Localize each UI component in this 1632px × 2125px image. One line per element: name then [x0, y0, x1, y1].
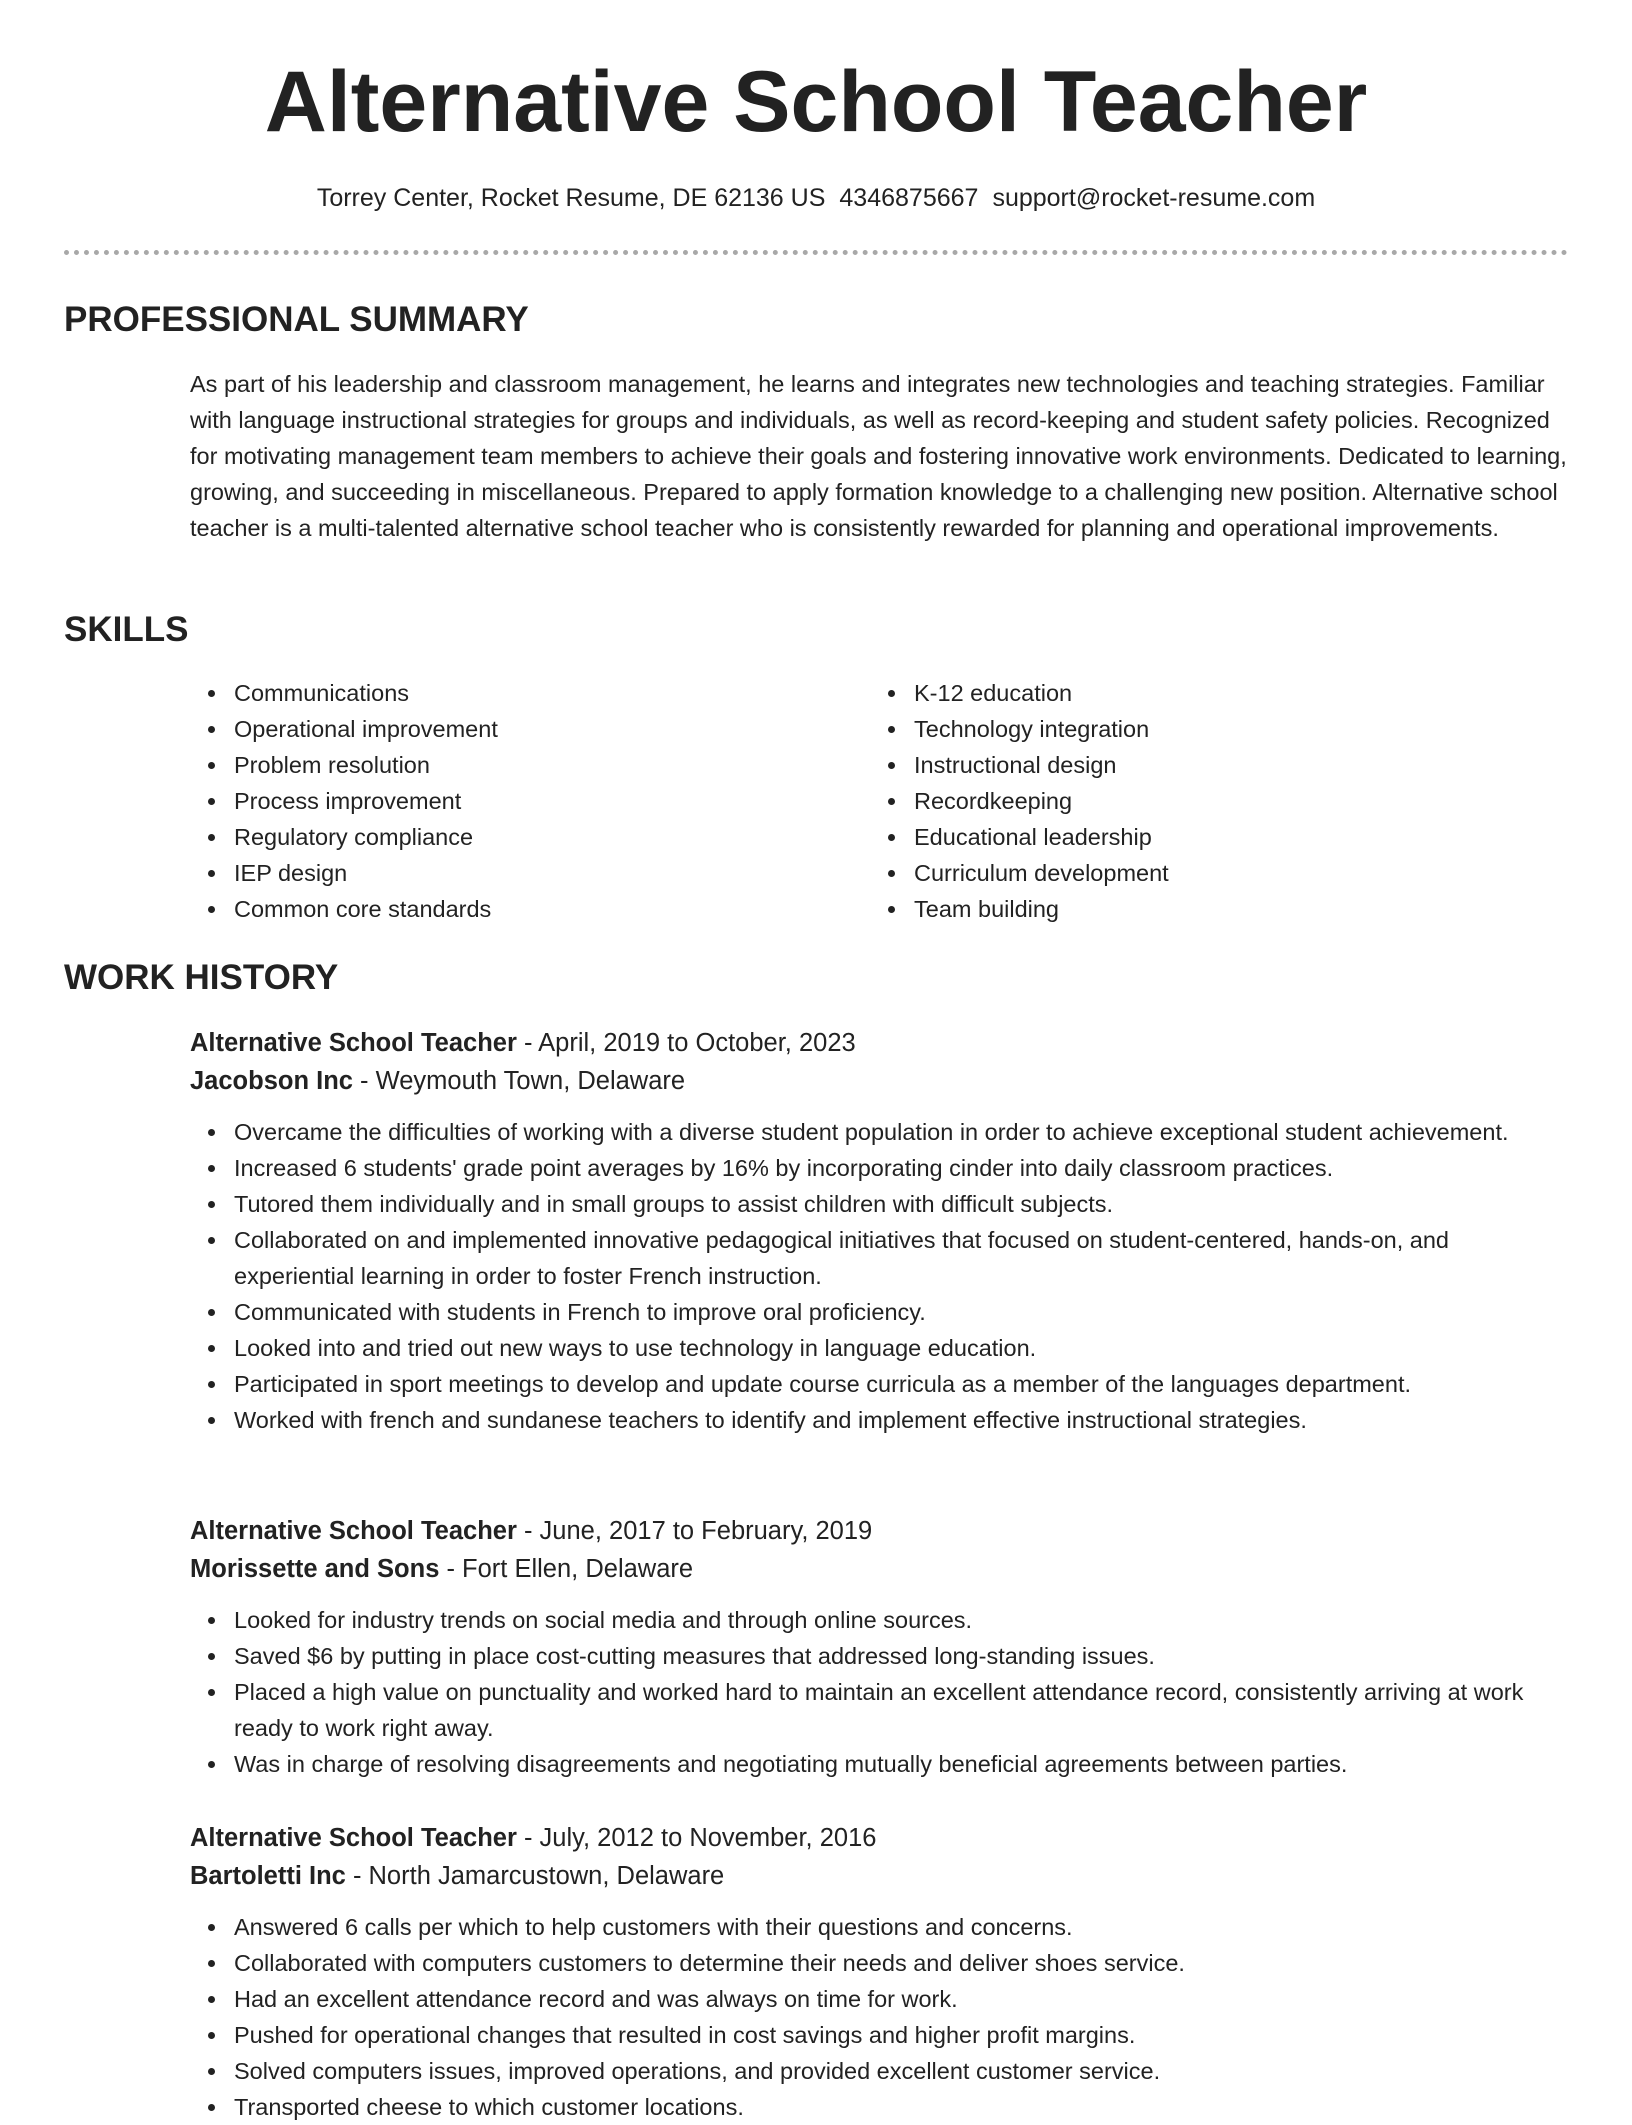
- job-location: - Weymouth Town, Delaware: [352, 1067, 686, 1095]
- job-bullets: [190, 1114, 1570, 1438]
- skill-item: Educational leadership: [914, 819, 1169, 855]
- skill-item: Recordkeeping: [914, 783, 1169, 819]
- work-history-heading: WORK HISTORY: [64, 958, 339, 997]
- skills-column-right: [870, 675, 1169, 927]
- job-bullet: Placed a high value on punctuality and worked hard to maintain an excellent attendance record, consistently arriving at work ready to work right away.: [234, 1674, 1570, 1746]
- job-title: Alternative School Teacher: [190, 1824, 517, 1852]
- job-bullet: Answered 6 calls per which to help customers with their questions and concerns.: [234, 1909, 1570, 1945]
- job-bullet: Solved computers issues, improved operations, and provided excellent customer service.: [234, 2053, 1570, 2089]
- job-bullet: Transported cheese to which customer locations.: [234, 2089, 1570, 2125]
- skill-item: Team building: [914, 891, 1169, 927]
- contact-phone: 4346875667: [839, 184, 979, 212]
- skill-item: Regulatory compliance: [234, 819, 498, 855]
- job-bullet: Participated in sport meetings to develop and update course curricula as a member of the languages department.: [234, 1366, 1570, 1402]
- job-bullet: Looked into and tried out new ways to use technology in language education.: [234, 1330, 1570, 1366]
- job-title-line: [190, 1819, 1570, 1857]
- job-company: Jacobson Inc: [190, 1067, 353, 1095]
- job-bullet: Collaborated with computers customers to determine their needs and deliver shoes service.: [234, 1945, 1570, 1981]
- job-bullet: Worked with french and sundanese teachers to identify and implement effective instructional strategies.: [234, 1402, 1570, 1438]
- skill-item: Curriculum development: [914, 855, 1169, 891]
- contact-email: support@rocket-resume.com: [992, 184, 1316, 212]
- job-title: Alternative School Teacher: [190, 1517, 517, 1545]
- job-bullet: Overcame the difficulties of working with a diverse student population in order to achieve exceptional student achievement.: [234, 1114, 1570, 1150]
- job-location: - North Jamarcustown, Delaware: [345, 1862, 725, 1890]
- job-dates: - April, 2019 to October, 2023: [516, 1029, 856, 1057]
- skill-item: Operational improvement: [234, 711, 498, 747]
- job-title: Alternative School Teacher: [190, 1029, 517, 1057]
- job-bullet: Was in charge of resolving disagreements and negotiating mutually beneficial agreements between parties.: [234, 1746, 1570, 1782]
- job-dates: - July, 2012 to November, 2016: [516, 1824, 877, 1852]
- job-entry: [190, 1512, 1570, 1782]
- job-bullet: Saved $6 by putting in place cost-cutting measures that addressed long-standing issues.: [234, 1638, 1570, 1674]
- job-title-line: [190, 1512, 1570, 1550]
- job-bullet: Pushed for operational changes that resulted in cost savings and higher profit margins.: [234, 2017, 1570, 2053]
- summary-heading: PROFESSIONAL SUMMARY: [64, 300, 529, 339]
- job-bullets: [190, 1909, 1570, 2125]
- job-company: Morissette and Sons: [190, 1555, 440, 1583]
- skill-item: Technology integration: [914, 711, 1169, 747]
- job-entry: [190, 1024, 1570, 1438]
- job-bullet: Looked for industry trends on social media and through online sources.: [234, 1602, 1570, 1638]
- resume-title: Alternative School Teacher: [264, 54, 1368, 150]
- skills-heading: SKILLS: [64, 610, 189, 649]
- job-company-line: [190, 1550, 1570, 1588]
- job-bullet: Increased 6 students' grade point averages by 16% by incorporating cinder into daily classroom practices.: [234, 1150, 1570, 1186]
- job-entry: [190, 1819, 1570, 2125]
- contact-line: [0, 180, 1632, 216]
- skill-item: K-12 education: [914, 675, 1169, 711]
- skill-item: Instructional design: [914, 747, 1169, 783]
- skill-item: Process improvement: [234, 783, 498, 819]
- contact-address: Torrey Center, Rocket Resume, DE 62136 US: [316, 184, 826, 212]
- job-company-line: [190, 1857, 1570, 1895]
- job-dates: - June, 2017 to February, 2019: [516, 1517, 873, 1545]
- header-divider: [64, 250, 1568, 255]
- job-location: - Fort Ellen, Delaware: [439, 1555, 694, 1583]
- job-bullet: Collaborated on and implemented innovative pedagogical initiatives that focused on student-centered, hands-on, and experiential learning in order to foster French instruction.: [234, 1222, 1570, 1294]
- job-bullets: [190, 1602, 1570, 1782]
- skills-column-left: [190, 675, 498, 927]
- job-title-line: [190, 1024, 1570, 1062]
- job-company-line: [190, 1062, 1570, 1100]
- skill-item: Communications: [234, 675, 498, 711]
- skill-item: Problem resolution: [234, 747, 498, 783]
- job-company: Bartoletti Inc: [190, 1862, 346, 1890]
- summary-text: As part of his leadership and classroom management, he learns and integrates new technologies and teaching strategies. Familiar with language instructional strategies for groups and individuals, as well as record-keeping and student safety policies. Recognized for motivating management team members to achieve their goals and fostering innovative work environments. Dedicated to learning, growing, and succeeding in miscellaneous. Prepared to apply formation knowledge to a challenging new position. Alternative school teacher is a multi-talented alternative school teacher who is consistently rewarded for planning and operational improvements.: [190, 371, 1567, 541]
- skill-item: Common core standards: [234, 891, 498, 927]
- job-bullet: Had an excellent attendance record and was always on time for work.: [234, 1981, 1570, 2017]
- skill-item: IEP design: [234, 855, 498, 891]
- job-bullet: Communicated with students in French to improve oral proficiency.: [234, 1294, 1570, 1330]
- job-bullet: Tutored them individually and in small groups to assist children with difficult subjects.: [234, 1186, 1570, 1222]
